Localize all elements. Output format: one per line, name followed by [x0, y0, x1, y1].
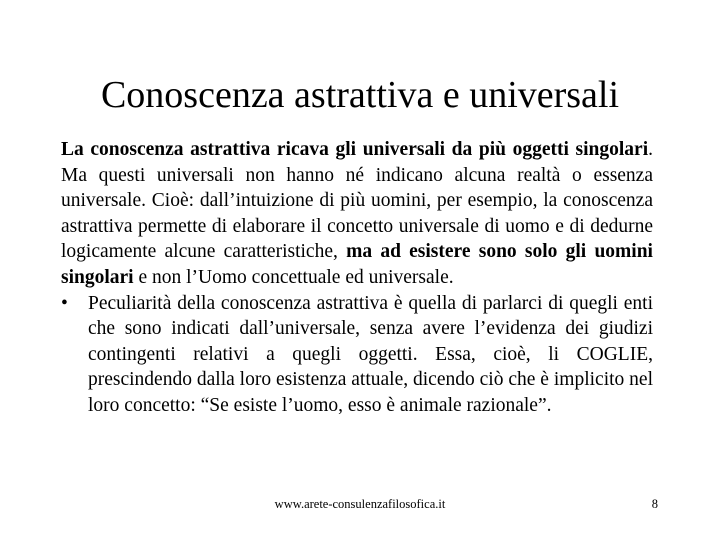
bullet-text: Peculiarità della conoscenza astrattiva è quella di parlarci di quegli enti che sono indicati dall’universale, senza avere l’evidenza dei giudizi contingenti relativi a quegli oggetti. Essa, cioè, li COGLIE, prescindendo dalla loro esistenza attuale, dicendo ciò che è implicito nel loro concetto: “Se esiste l’uomo, esso è animale razionale”.	[88, 292, 653, 416]
paragraph-text-mid: . Ma questi universali non hanno né indicano alcuna realtà o essenza universale. Cioè: dall’intuizione di più uomini, per esempio, la conoscenza astrattiva permette di elaborare il concetto universale di uomo e di dedurne logicamente alcune caratteristiche,	[61, 139, 653, 263]
paragraph-bold-intro: La conoscenza astrattiva ricava gli universali da più oggetti singolari	[61, 139, 649, 160]
slide-title: Conoscenza astrattiva e universali	[100, 74, 620, 116]
paragraph-text-end: e non l’Uomo concettuale ed universale.	[133, 266, 454, 288]
page-number: 8	[651, 497, 658, 511]
intro-paragraph	[61, 137, 653, 291]
footer-url: www.arete-consulenzafilosofica.it	[274, 497, 446, 511]
bullet-item	[61, 291, 653, 419]
slide-body	[61, 137, 653, 419]
paragraph-bold-mid: ma ad esistere sono solo gli uomini singolari	[61, 241, 653, 288]
bullet-marker: •	[61, 292, 68, 314]
